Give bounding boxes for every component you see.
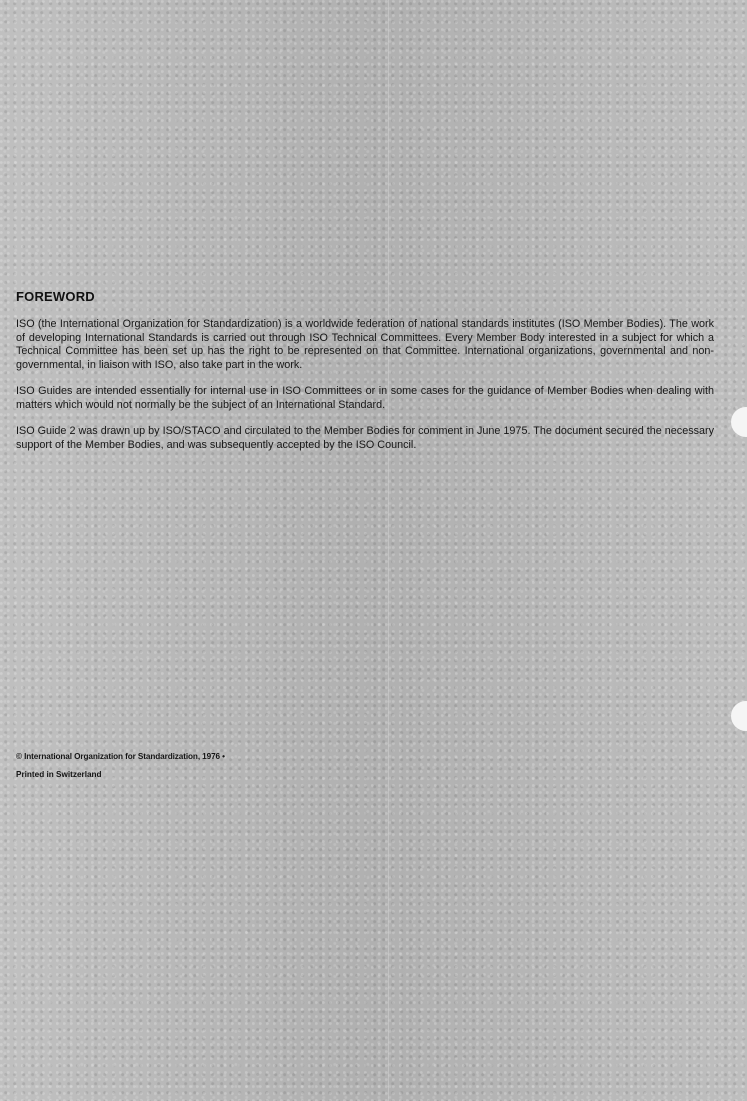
foreword-paragraph: ISO (the International Organization for Standardization) is a worldwide federation of national standards institutes (ISO Member Bodies). The work of developing International Standards is carried out through ISO Technical Committees. Every Member Body interested in a subject for which a Technical Committee has been set up has the right to be represented on that Committee. International organizations, governmental and non-governmental, in liaison with ISO, also take part in the work. [16,318,714,371]
copyright-notice: © International Organization for Standardization, 1976 • [16,752,225,761]
punch-hole [731,407,747,437]
foreword-heading: FOREWORD [16,289,95,304]
foreword-paragraph: ISO Guides are intended essentially for internal use in ISO Committees or in some cases for the guidance of Member Bodies when dealing with matters which would not normally be the subject of an International Standard. [16,385,714,411]
punch-hole [731,701,747,731]
printed-location: Printed in Switzerland [16,770,102,779]
foreword-body [16,318,714,465]
foreword-paragraph: ISO Guide 2 was drawn up by ISO/STACO and circulated to the Member Bodies for comment in June 1975. The document secured the necessary support of the Member Bodies, and was subsequently accepted by the ISO Council. [16,425,714,451]
fold-line [388,0,389,1101]
